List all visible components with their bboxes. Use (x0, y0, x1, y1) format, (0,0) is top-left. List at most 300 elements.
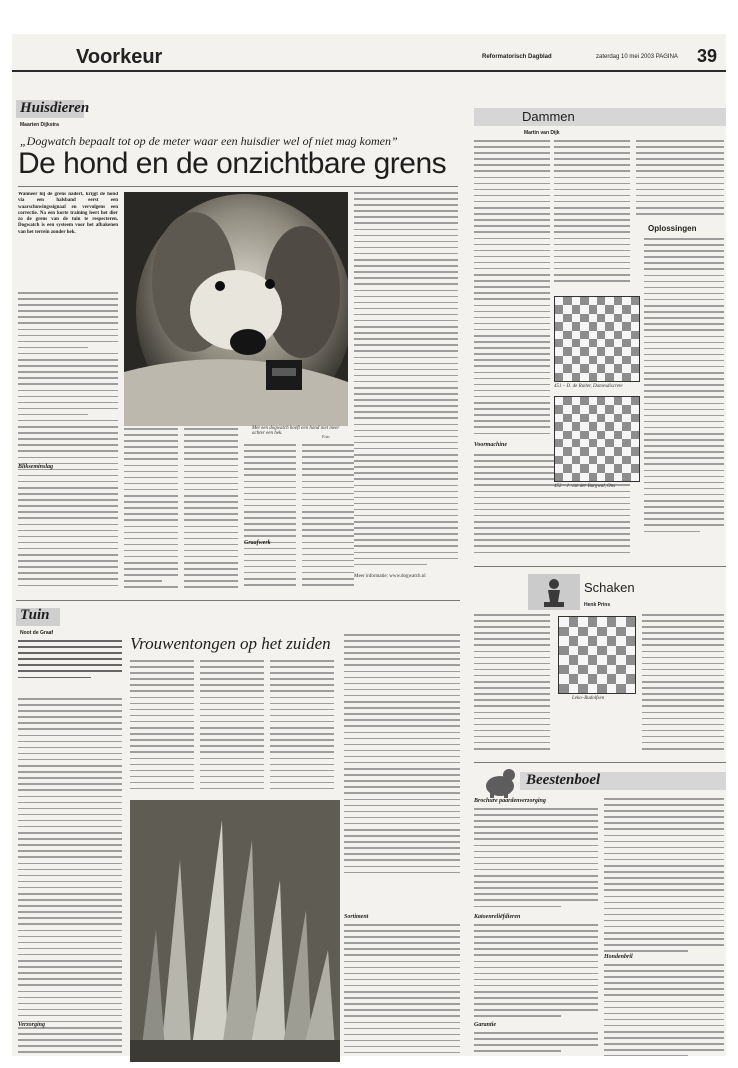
board-square (597, 331, 605, 339)
board-square (588, 627, 598, 637)
board-square (626, 674, 636, 684)
header-rule (12, 70, 726, 72)
board-square (588, 665, 598, 675)
board-square (605, 439, 613, 447)
board-square (563, 331, 571, 339)
board-square (622, 431, 630, 439)
board-square (559, 665, 569, 675)
board-square (572, 473, 580, 481)
board-square (622, 473, 630, 481)
draughts-diagram-451 (554, 296, 640, 382)
board-square (589, 447, 597, 455)
board-square (580, 331, 588, 339)
board-square (605, 322, 613, 330)
board-square (569, 655, 579, 665)
board-square (589, 339, 597, 347)
board-square (569, 646, 579, 656)
board-square (563, 314, 571, 322)
dammen-column-1 (474, 140, 550, 440)
dammen-title: Dammen (522, 109, 575, 124)
board-square (614, 364, 622, 372)
board-square (563, 439, 571, 447)
board-square (622, 314, 630, 322)
board-square (559, 617, 569, 627)
board-square (589, 473, 597, 481)
board-square (572, 447, 580, 455)
subhead-brochure: Brochure paardenverzorging (474, 798, 546, 804)
board-square (580, 314, 588, 322)
board-square (597, 373, 605, 381)
board-square (589, 431, 597, 439)
board-square (589, 405, 597, 413)
board-square (631, 356, 639, 364)
board-square (597, 422, 605, 430)
board-square (626, 665, 636, 675)
board-square (605, 364, 613, 372)
board-square (631, 305, 639, 313)
board-square (614, 297, 622, 305)
board-square (597, 464, 605, 472)
animal-icon (482, 766, 518, 798)
board-square (597, 364, 605, 372)
chess-diagram (558, 616, 636, 694)
board-square (580, 364, 588, 372)
board-square (622, 364, 630, 372)
board-square (622, 339, 630, 347)
board-square (589, 364, 597, 372)
subhead-katoen: Katoenreliëfdieren (474, 914, 521, 920)
board-square (555, 364, 563, 372)
board-square (614, 405, 622, 413)
chess-diagram-caption: Leko–Rudolfsen (572, 696, 605, 701)
board-square (563, 297, 571, 305)
tuin-intro (18, 640, 122, 690)
board-square (622, 439, 630, 447)
board-square (588, 646, 598, 656)
board-square (580, 322, 588, 330)
photo-caption: Met een dogwatch hoeft een hond niet meer achter een hek. (252, 426, 340, 436)
board-square (622, 373, 630, 381)
board-square (563, 456, 571, 464)
board-square (555, 347, 563, 355)
board-square (555, 464, 563, 472)
board-square (626, 655, 636, 665)
board-square (578, 674, 588, 684)
board-square (622, 305, 630, 313)
board-square (597, 627, 607, 637)
board-square (580, 447, 588, 455)
board-square (555, 422, 563, 430)
subhead-hondenbril: Hondenbril (604, 954, 633, 960)
beestenboel-column-1c (474, 1032, 598, 1056)
board-square (580, 464, 588, 472)
board-square (631, 373, 639, 381)
board-square (614, 322, 622, 330)
body-column-3 (354, 192, 458, 566)
board-square (631, 405, 639, 413)
board-square (580, 305, 588, 313)
board-square (580, 347, 588, 355)
sansevieria-illustration (130, 800, 340, 1062)
rubric-huisdieren: Huisdieren (20, 100, 90, 116)
board-square (614, 456, 622, 464)
board-square (605, 339, 613, 347)
board-square (572, 405, 580, 413)
board-square (597, 414, 605, 422)
body-column-2a (124, 428, 178, 592)
board-square (569, 674, 579, 684)
board-square (580, 414, 588, 422)
board-square (597, 617, 607, 627)
board-square (622, 331, 630, 339)
board-square (597, 674, 607, 684)
board-square (555, 447, 563, 455)
board-square (614, 431, 622, 439)
schaken-divider (474, 566, 726, 567)
board-square (569, 627, 579, 637)
board-square (572, 305, 580, 313)
board-square (614, 305, 622, 313)
board-square (626, 646, 636, 656)
board-square (607, 627, 617, 637)
board-square (626, 684, 636, 694)
board-square (607, 684, 617, 694)
page-header (12, 34, 726, 74)
board-square (563, 339, 571, 347)
board-square (616, 636, 626, 646)
board-square (605, 331, 613, 339)
diagram-452-caption: 452 – J. van der Burgwal, Ons (554, 484, 616, 489)
tuin-column-6 (344, 924, 460, 1062)
newspaper-page (12, 34, 726, 1056)
board-square (605, 305, 613, 313)
body-column-2b (184, 428, 238, 592)
board-square (569, 636, 579, 646)
board-square (578, 646, 588, 656)
board-square (578, 627, 588, 637)
board-square (580, 473, 588, 481)
board-square (597, 305, 605, 313)
board-square (589, 322, 597, 330)
board-square (614, 339, 622, 347)
board-square (631, 447, 639, 455)
board-square (597, 314, 605, 322)
board-square (555, 356, 563, 364)
dammen-banner (474, 108, 726, 126)
headline: De hond en de onzichtbare grens (18, 147, 447, 180)
board-square (569, 665, 579, 675)
board-square (578, 665, 588, 675)
board-square (563, 464, 571, 472)
page-number: 39 (696, 46, 718, 66)
board-square (622, 447, 630, 455)
photo-credit: Foto (322, 434, 330, 439)
board-square (605, 414, 613, 422)
board-square (597, 646, 607, 656)
board-square (555, 439, 563, 447)
oplossingen-title: Oplossingen (648, 224, 697, 233)
subhead-sortiment: Sortiment (344, 914, 369, 920)
board-square (589, 397, 597, 405)
board-square (563, 373, 571, 381)
board-square (580, 439, 588, 447)
board-square (580, 373, 588, 381)
divider (18, 186, 458, 187)
board-square (597, 439, 605, 447)
board-square (589, 331, 597, 339)
board-square (572, 322, 580, 330)
board-square (605, 297, 613, 305)
board-square (572, 373, 580, 381)
board-square (607, 617, 617, 627)
schaken-byline: Henk Prins (584, 602, 611, 608)
board-square (597, 356, 605, 364)
board-square (622, 322, 630, 330)
board-square (626, 627, 636, 637)
board-square (580, 431, 588, 439)
board-square (589, 347, 597, 355)
dammen-subhead: Voormachine (474, 442, 508, 448)
tuin-column-5 (344, 634, 460, 884)
board-square (572, 464, 580, 472)
board-square (605, 422, 613, 430)
beestenboel-column-2a (604, 798, 724, 954)
board-square (555, 305, 563, 313)
body-column-2d (302, 444, 354, 592)
board-square (605, 473, 613, 481)
board-square (589, 464, 597, 472)
board-square (580, 422, 588, 430)
schaken-column-2 (642, 614, 724, 754)
board-square (580, 339, 588, 347)
subhead-garantie: Garantie (474, 1022, 497, 1028)
board-square (589, 422, 597, 430)
board-square (572, 297, 580, 305)
board-square (578, 617, 588, 627)
board-square (631, 331, 639, 339)
board-square (563, 364, 571, 372)
board-square (563, 397, 571, 405)
board-square (616, 684, 626, 694)
board-square (607, 655, 617, 665)
board-square (589, 439, 597, 447)
board-square (563, 447, 571, 455)
board-square (614, 331, 622, 339)
diagram-451-caption: 451 – D. de Ruiter, Damesdiscrete (554, 384, 623, 389)
beestenboel-divider (474, 762, 726, 763)
board-square (555, 456, 563, 464)
beestenboel-column-1b (474, 924, 598, 1018)
board-square (588, 684, 598, 694)
tuin-column-4 (270, 660, 334, 794)
board-square (614, 397, 622, 405)
board-square (626, 617, 636, 627)
board-square (555, 314, 563, 322)
dammen-byline: Martin van Dijk (524, 130, 560, 136)
section-title: Voorkeur (76, 46, 163, 68)
board-square (555, 373, 563, 381)
board-square (631, 431, 639, 439)
board-square (597, 405, 605, 413)
board-square (622, 456, 630, 464)
board-square (588, 617, 598, 627)
board-square (614, 347, 622, 355)
board-square (572, 414, 580, 422)
board-square (622, 347, 630, 355)
more-info: Meer informatie: www.dogwatch.nl (354, 574, 426, 579)
board-square (616, 627, 626, 637)
subhead-graafwerk: Graafwerk (244, 540, 271, 546)
board-square (563, 322, 571, 330)
beestenboel-title: Beestenboel (526, 772, 601, 788)
board-square (555, 414, 563, 422)
board-square (597, 447, 605, 455)
board-square (631, 439, 639, 447)
board-square (563, 356, 571, 364)
board-square (555, 397, 563, 405)
board-square (614, 414, 622, 422)
board-square (614, 356, 622, 364)
tuin-column-1 (18, 698, 122, 1068)
board-square (605, 431, 613, 439)
dammen-column-2 (554, 140, 630, 290)
body-column-2c (244, 444, 296, 592)
board-square (572, 397, 580, 405)
board-square (572, 431, 580, 439)
board-square (555, 339, 563, 347)
board-square (605, 397, 613, 405)
board-square (597, 297, 605, 305)
subhead-verzorging: Verzorging (18, 1022, 46, 1028)
board-square (631, 422, 639, 430)
board-square (616, 665, 626, 675)
board-square (572, 347, 580, 355)
tuin-byline: Noot de Graaf (20, 630, 54, 636)
board-square (605, 373, 613, 381)
board-square (622, 356, 630, 364)
board-square (563, 473, 571, 481)
board-square (589, 297, 597, 305)
board-square (616, 655, 626, 665)
board-square (631, 473, 639, 481)
board-square (559, 636, 569, 646)
board-square (559, 627, 569, 637)
dog-photo (124, 192, 348, 426)
board-square (614, 373, 622, 381)
board-square (572, 331, 580, 339)
board-square (597, 684, 607, 694)
board-square (563, 305, 571, 313)
tuin-column-2 (130, 660, 194, 794)
subhead-blikseminslag: Blikseminslag (18, 464, 54, 470)
board-square (572, 356, 580, 364)
beestenboel-column-1a (474, 808, 598, 910)
board-square (559, 684, 569, 694)
board-square (622, 422, 630, 430)
schaken-title: Schaken (584, 580, 635, 595)
board-square (597, 665, 607, 675)
board-square (622, 464, 630, 472)
board-square (589, 314, 597, 322)
plant-photo (130, 800, 340, 1062)
board-square (607, 646, 617, 656)
board-square (555, 431, 563, 439)
board-square (605, 456, 613, 464)
board-square (563, 431, 571, 439)
board-square (631, 297, 639, 305)
dog-illustration (124, 192, 348, 426)
board-square (631, 414, 639, 422)
board-square (614, 314, 622, 322)
oplossingen-column (644, 238, 724, 538)
board-square (578, 636, 588, 646)
board-square (578, 684, 588, 694)
board-square (597, 431, 605, 439)
issue-date: zaterdag 10 mei 2003 PAGINA (596, 54, 678, 60)
schaken-column-1 (474, 614, 550, 754)
board-square (563, 405, 571, 413)
board-square (614, 439, 622, 447)
board-square (580, 405, 588, 413)
board-square (572, 339, 580, 347)
board-square (580, 397, 588, 405)
board-square (631, 464, 639, 472)
draughts-diagram-452 (554, 396, 640, 482)
board-square (563, 347, 571, 355)
board-square (589, 373, 597, 381)
board-square (572, 439, 580, 447)
board-square (631, 322, 639, 330)
board-square (569, 617, 579, 627)
pull-quote: „Dogwatch bepaalt tot op de meter waar een huisdier wel of niet mag komen” (20, 134, 398, 148)
board-square (572, 422, 580, 430)
board-square (580, 297, 588, 305)
intro-text: Wanneer hij de grens nadert, krijgt de hond via een halsband eerst een waarschuwingssignaal en vervolgens een correctie. Na een korte training leert het dier zo de grens van de tuin te respecteren. Dogwatch is een systeem voor het afbakenen van het terrein zonder hek. (18, 192, 118, 235)
board-square (631, 339, 639, 347)
tuin-headline: Vrouwentongen op het zuiden (130, 634, 331, 653)
board-square (631, 456, 639, 464)
board-square (605, 447, 613, 455)
board-square (572, 456, 580, 464)
board-square (559, 646, 569, 656)
board-square (631, 314, 639, 322)
board-square (607, 674, 617, 684)
board-square (597, 397, 605, 405)
board-square (589, 456, 597, 464)
section-divider (16, 600, 460, 601)
board-square (605, 356, 613, 364)
board-square (607, 636, 617, 646)
board-square (605, 347, 613, 355)
board-square (589, 305, 597, 313)
board-square (614, 464, 622, 472)
board-square (616, 646, 626, 656)
dammen-column-4 (636, 140, 724, 220)
board-square (631, 364, 639, 372)
tuin-column-3 (200, 660, 264, 794)
board-square (597, 473, 605, 481)
board-square (563, 422, 571, 430)
board-square (616, 674, 626, 684)
board-square (605, 464, 613, 472)
board-square (569, 684, 579, 694)
board-square (597, 636, 607, 646)
board-square (555, 331, 563, 339)
rubric-tuin: Tuin (20, 607, 50, 623)
board-square (614, 447, 622, 455)
board-square (588, 674, 598, 684)
board-square (555, 405, 563, 413)
